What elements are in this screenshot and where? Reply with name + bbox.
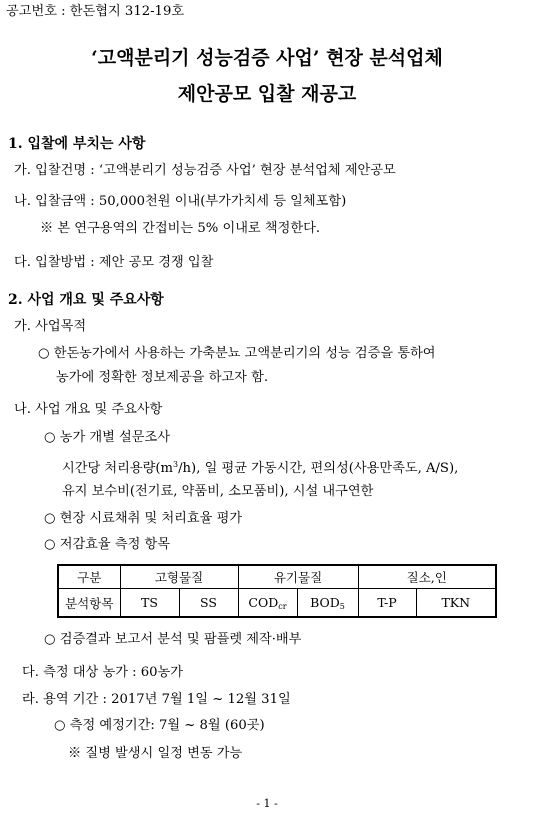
- header-gubun: 구분: [58, 565, 120, 589]
- bod-text: BOD: [310, 594, 340, 610]
- survey-line2: 유지 보수비(전기료, 약품비, 소모품비), 시설 내구연한: [62, 484, 374, 499]
- header-solid: 고형물질: [120, 565, 238, 589]
- measurement-items-table: [57, 564, 497, 618]
- schedule-note: ※ 질병 발생시 일정 변동 가능: [68, 746, 243, 761]
- item-bid-name: 가. 입찰건명 : ‘고액분리기 성능검증 사업’ 현장 분석업체 제안공모: [14, 163, 396, 178]
- section1-heading: 1. 입찰에 부치는 사항: [8, 136, 146, 152]
- cell-bod: [297, 589, 358, 618]
- cell-ts: TS: [120, 589, 179, 618]
- superscript-3: 3: [173, 460, 179, 469]
- item-bid-amount: 나. 입찰금액 : 50,000천원 이내(부가가치세 등 일체포함): [14, 194, 347, 209]
- cell-cod: [238, 589, 297, 618]
- header-organic: 유기물질: [238, 565, 358, 589]
- item-bid-method: 다. 입찰방법 : 제안 공모 경쟁 입찰: [14, 255, 214, 270]
- report-item: ○ 검증결과 보고서 분석 및 팜플렛 제작·배부: [44, 632, 302, 647]
- overview-label: 나. 사업 개요 및 주요사항: [14, 402, 163, 417]
- purpose-label: 가. 사업목적: [14, 319, 87, 334]
- purpose-line1: ○ 한돈농가에서 사용하는 가축분뇨 고액분리기의 성능 검증을 통하여: [38, 346, 436, 361]
- survey-line1: [62, 457, 458, 477]
- reduction-label: ○ 저감효율 측정 항목: [44, 537, 170, 552]
- survey-label: ○ 농가 개별 설문조사: [44, 430, 170, 445]
- section2-heading: 2. 사업 개요 및 주요사항: [8, 292, 164, 308]
- page-number: - 1 -: [256, 797, 278, 810]
- service-period: 라. 용역 기간 : 2017년 7월 1일 ~ 12월 31일: [22, 692, 291, 707]
- document-title-line1: ‘고액분리기 성능검증 사업’ 현장 분석업체: [91, 47, 443, 69]
- row-label: 분석항목: [58, 589, 120, 618]
- cod-text: COD: [248, 594, 279, 610]
- field-evaluation: ○ 현장 시료채취 및 처리효율 평가: [44, 511, 243, 526]
- cell-tp: T-P: [358, 589, 416, 618]
- bod-subscript: 5: [339, 601, 345, 611]
- note-indirect-cost: ※ 본 연구용역의 간접비는 5% 이내로 책정한다.: [40, 221, 321, 236]
- cod-subscript: cr: [278, 601, 287, 611]
- cell-ss: SS: [179, 589, 238, 618]
- purpose-line2: 농가에 정확한 정보제공을 하고자 함.: [56, 370, 269, 385]
- survey-line1-post: /h), 일 평균 가동시간, 편의성(사용만족도, A/S),: [178, 461, 459, 476]
- notice-number: 공고번호 : 한돈협지 312-19호: [6, 4, 185, 19]
- table-header-row: [58, 565, 496, 589]
- document-title-line2: 제안공모 입찰 재공고: [177, 83, 357, 105]
- header-nitrogen-phosphorus: 질소,인: [358, 565, 496, 589]
- target-farms: 다. 측정 대상 농가 : 60농가: [22, 665, 184, 680]
- cell-tkn: TKN: [416, 589, 496, 618]
- measurement-schedule: ○ 측정 예정기간: 7월 ~ 8월 (60곳): [54, 718, 265, 733]
- survey-line1-pre: 시간당 처리용량(m: [62, 461, 174, 476]
- table-row: [58, 589, 496, 618]
